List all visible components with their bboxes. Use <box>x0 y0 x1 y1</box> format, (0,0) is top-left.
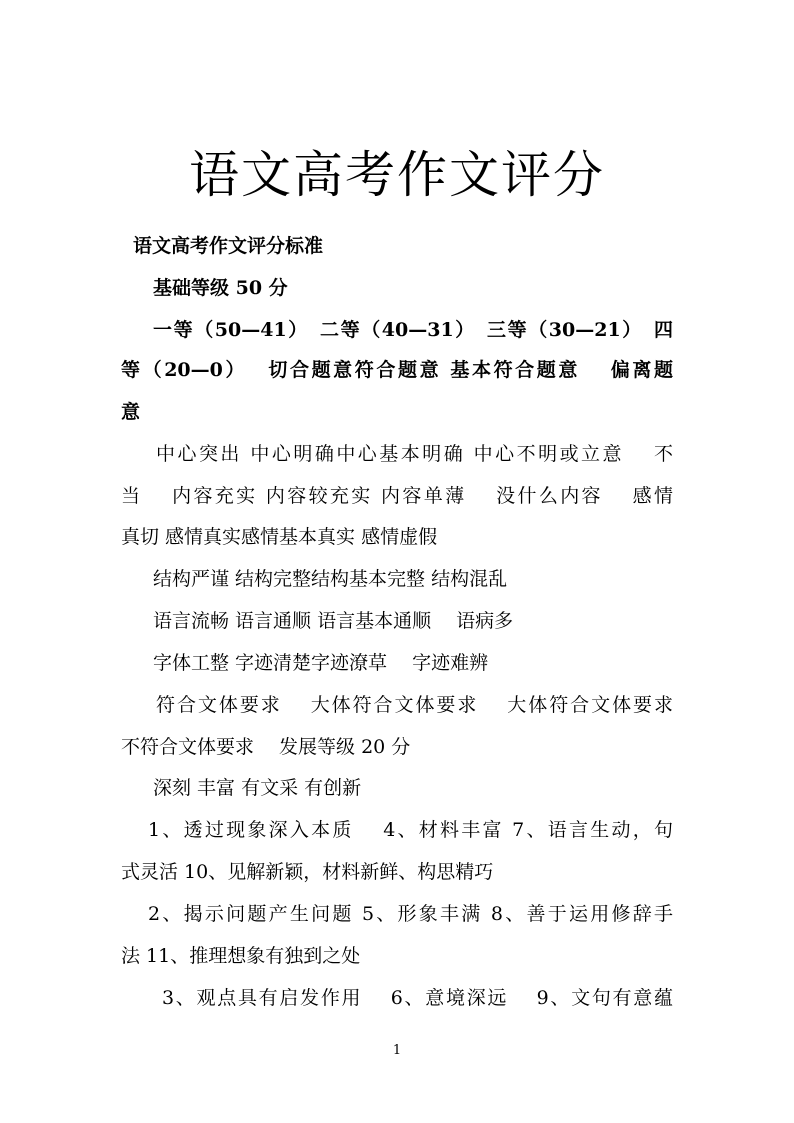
text-line: 符合文体要求 大体符合文体要求 大体符合文体要求 <box>156 694 673 716</box>
text-line: 真切 感情真实感情基本真实 感情虚假 <box>121 526 438 548</box>
text-line: 式灵活 10、见解新颖，材料新鲜、构思精巧 <box>121 861 494 883</box>
text-line: 基础等级 50 分 <box>153 277 288 299</box>
text-line: 一等（50—41） 二等（40—31） 三等（30—21） 四 <box>153 319 673 341</box>
text-line: 语言流畅 语言通顺 语言基本通顺 语病多 <box>153 610 514 632</box>
heading-standard: 语文高考作文评分标准 <box>133 235 324 257</box>
text-line: 3、观点具有启发作用 6、意境深远 9、文句有意蕴 <box>162 987 673 1009</box>
page-number: 1 <box>392 1043 402 1058</box>
text-line: 1、透过现象深入本质 4、材料丰富 7、语言生动，句 <box>148 819 673 841</box>
text-line: 不符合文体要求 发展等级 20 分 <box>121 736 411 758</box>
text-line: 法 11、推理想象有独到之处 <box>121 945 361 967</box>
text-line: 等（20—0） 切合题意符合题意 基本符合题意 偏离题 <box>121 359 673 381</box>
text-line: 当 内容充实 内容较充实 内容单薄 没什么内容 感情 <box>121 485 673 507</box>
document-title: 语文高考作文评分 <box>189 146 605 204</box>
text-line: 中心突出 中心明确中心基本明确 中心不明或立意 不 <box>156 443 673 465</box>
text-line: 结构严谨 结构完整结构基本完整 结构混乱 <box>153 568 508 590</box>
text-line: 字体工整 字迹清楚字迹潦草 字迹难辨 <box>153 652 489 674</box>
text-line: 意 <box>121 401 141 423</box>
text-line: 深刻 丰富 有文采 有创新 <box>153 777 362 799</box>
text-line: 2、揭示问题产生问题 5、形象丰满 8、善于运用修辞手 <box>148 903 673 925</box>
